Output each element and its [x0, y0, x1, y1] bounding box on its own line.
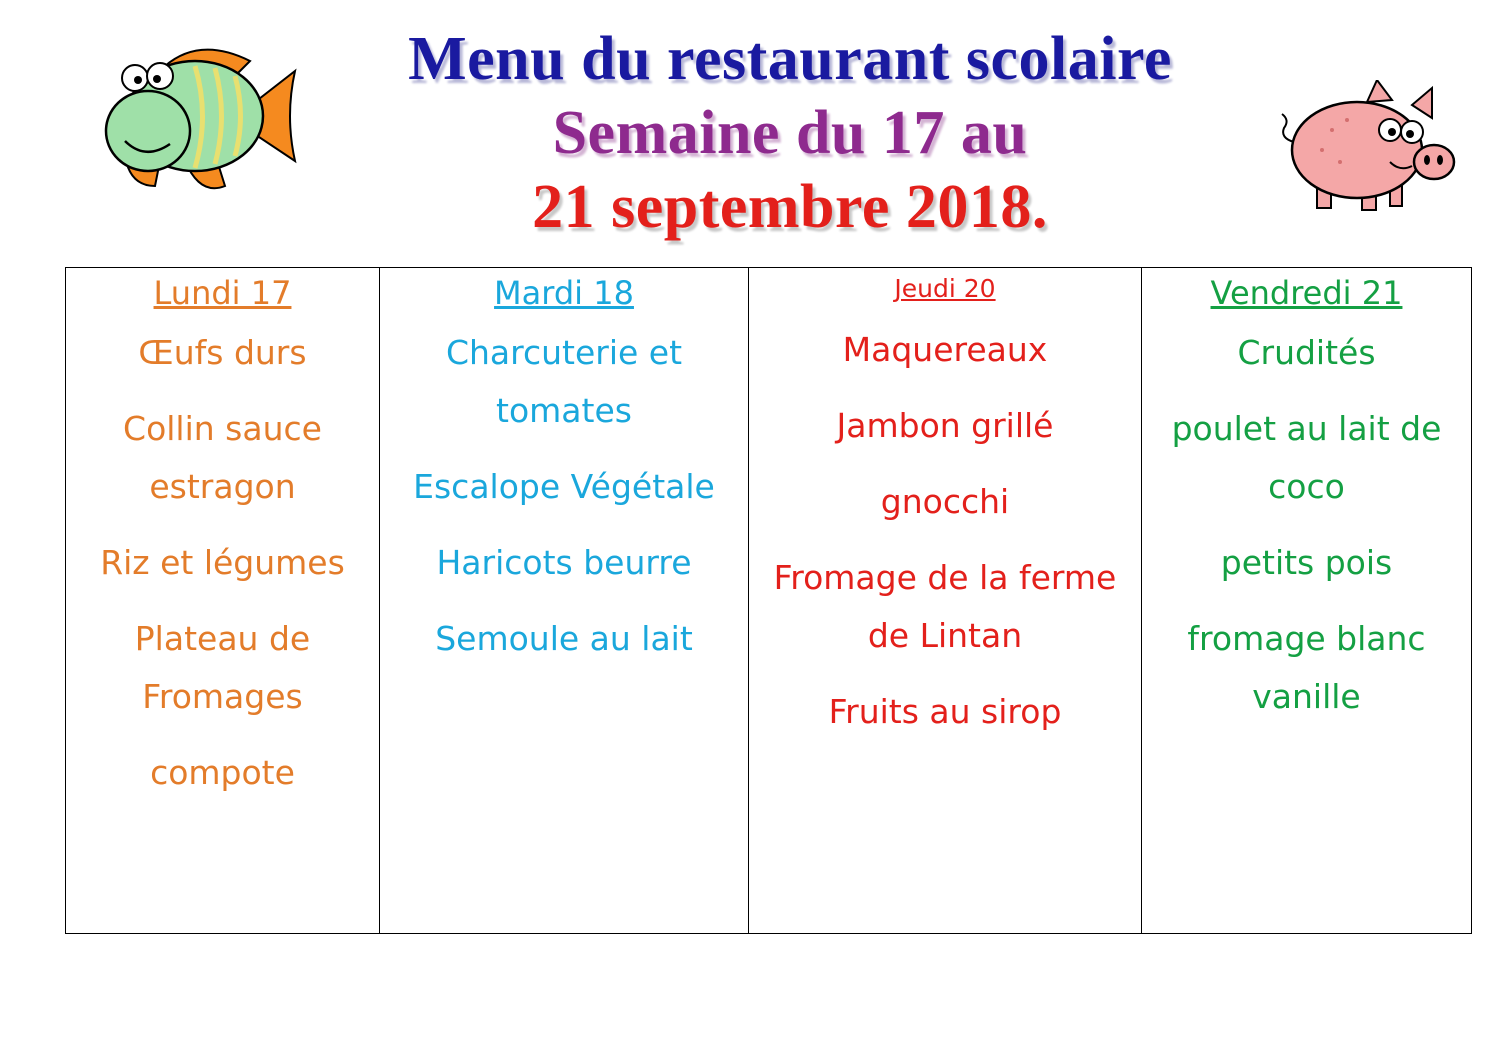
menu-item: Charcuterie et tomates	[445, 333, 683, 430]
menu-item: Fruits au sirop	[828, 692, 1062, 731]
menu-item: Plateau de Fromages	[134, 619, 311, 716]
menu-item: Œufs durs	[138, 333, 307, 372]
day-heading: Vendredi 21	[1210, 274, 1403, 312]
day-heading: Jeudi 20	[894, 274, 996, 303]
menu-item: petits pois	[1220, 543, 1393, 582]
menu-item: Maquereaux	[842, 330, 1048, 369]
day-column-lundi	[66, 268, 380, 934]
menu-item: Crudités	[1237, 333, 1376, 372]
day-column-mardi	[380, 268, 749, 934]
menu-item: Jambon grillé	[836, 406, 1054, 445]
title-line-1: Menu du restaurant scolaire	[408, 25, 1172, 93]
page-title	[380, 22, 1200, 244]
day-column-jeudi	[749, 268, 1142, 934]
day-heading: Lundi 17	[153, 274, 292, 312]
day-column-vendredi	[1142, 268, 1472, 934]
menu-item: fromage blanc vanille	[1187, 619, 1426, 716]
menu-item: Riz et légumes	[100, 543, 345, 582]
pig-illustration	[1272, 80, 1457, 215]
menu-item: gnocchi	[880, 482, 1010, 521]
menu-item: compote	[150, 753, 295, 792]
title-line-3: 21 septembre 2018.	[532, 173, 1048, 241]
day-heading: Mardi 18	[494, 274, 634, 312]
menu-item: Fromage de la ferme de Lintan	[773, 558, 1117, 655]
fish-illustration	[100, 36, 300, 196]
menu-item: poulet au lait de coco	[1171, 409, 1442, 506]
menu-item: Escalope Végétale	[413, 467, 715, 506]
menu-table	[65, 267, 1472, 934]
menu-item: Haricots beurre	[436, 543, 692, 582]
table-row	[66, 268, 1472, 934]
menu-item: Semoule au lait	[435, 619, 693, 658]
title-line-2: Semaine du 17 au	[552, 99, 1028, 167]
menu-item: Collin sauce estragon	[123, 409, 322, 506]
